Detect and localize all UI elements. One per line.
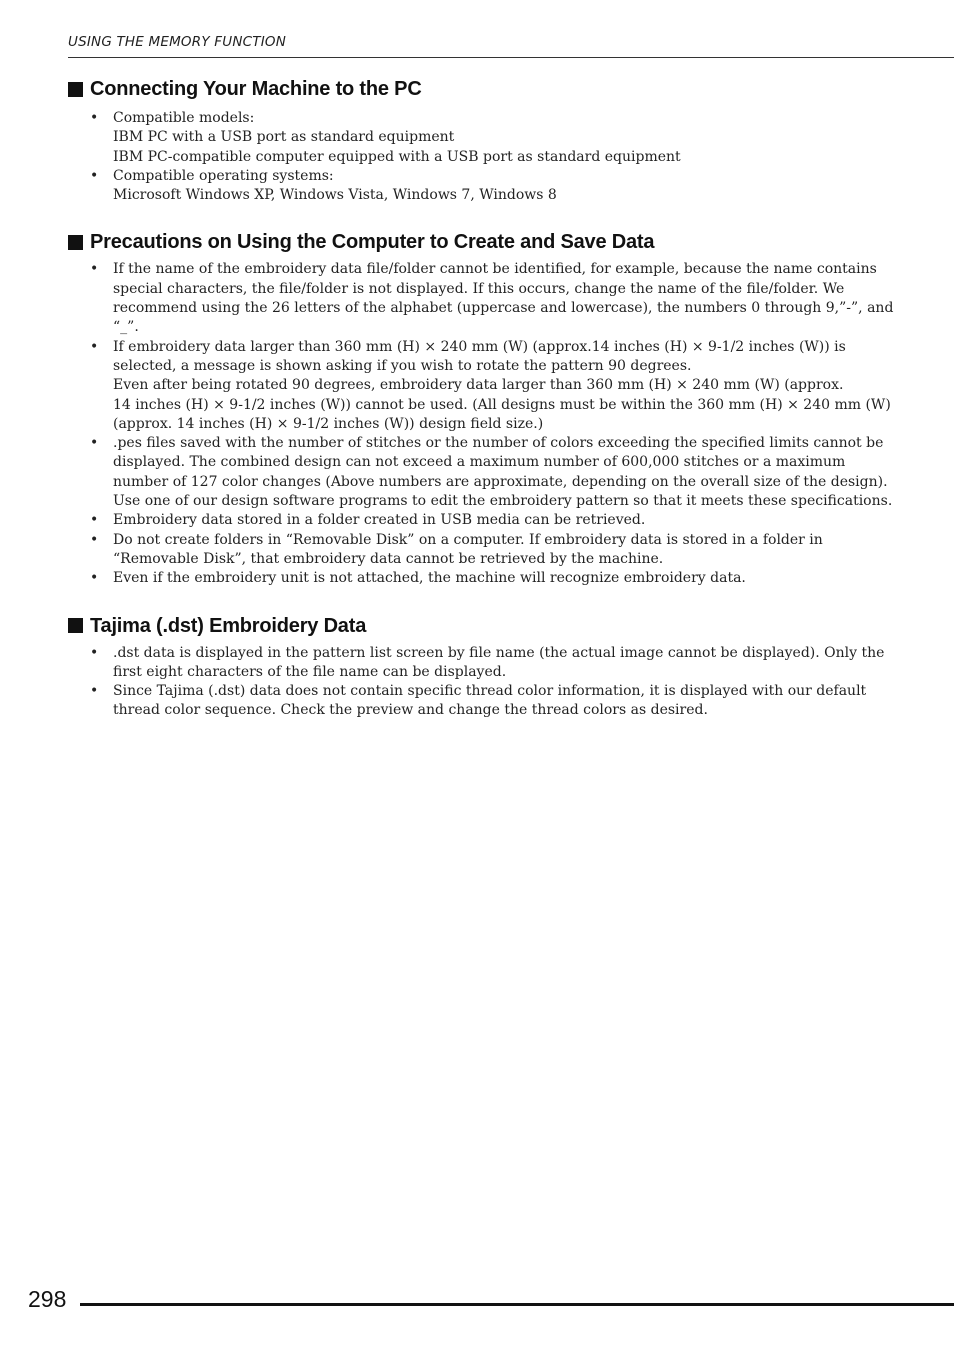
page-content	[68, 76, 894, 721]
list-item	[68, 109, 868, 167]
list-item-line: Even if the embroidery unit is not attached, the machine will recognize embroidery data.	[113, 570, 746, 587]
section-precautions	[68, 229, 894, 588]
bullet-list	[68, 260, 894, 588]
square-bullet-icon	[68, 235, 83, 250]
list-item-line: number of 127 color changes (Above numbers are approximate, depending on the overall size of the design).	[113, 473, 888, 490]
list-item	[68, 260, 894, 337]
list-item-line: displayed. The combined design can not exceed a maximum number of 600,000 stitches or a maximum	[113, 454, 846, 471]
bullet-icon: •	[90, 110, 99, 126]
list-item	[68, 167, 868, 206]
bullet-icon: •	[90, 683, 99, 700]
list-item	[68, 569, 868, 588]
list-item-line: Do not create folders in “Removable Disk” on a computer. If embroidery data is stored in a folder in	[113, 531, 823, 548]
section-heading	[68, 229, 868, 255]
list-item-line: Embroidery data stored in a folder created in USB media can be retrieved.	[113, 512, 646, 529]
section-heading	[68, 613, 868, 639]
section-heading	[68, 76, 868, 102]
list-item-line: “_”.	[113, 319, 139, 336]
list-item	[68, 338, 891, 434]
page-number: 298	[28, 1286, 67, 1312]
section-title: Tajima (.dst) Embroidery Data	[90, 614, 367, 637]
list-item	[68, 511, 868, 530]
list-item-line: Use one of our design software programs to edit the embroidery pattern so that it meets these specifications.	[113, 493, 893, 510]
list-item	[68, 434, 893, 511]
bullet-icon: •	[90, 261, 99, 278]
section-title: Precautions on Using the Computer to Create and Save Data	[90, 231, 655, 254]
list-item-line: Microsoft Windows XP, Windows Vista, Windows 7, Windows 8	[113, 187, 557, 204]
section-title: Connecting Your Machine to the PC	[90, 78, 422, 100]
bullet-icon: •	[90, 167, 99, 184]
list-item-line: “Removable Disk”, that embroidery data cannot be retrieved by the machine.	[113, 550, 664, 567]
list-item-line: If embroidery data larger than 360 mm (H) × 240 mm (W) (approx.14 inches (H) × 9-1/2 inches (W)) is	[113, 338, 846, 355]
list-item-line: special characters, the file/folder is not displayed. If this occurs, change the name of the file/folder. We	[113, 280, 845, 297]
square-bullet-icon	[68, 82, 83, 97]
running-head: USING THE MEMORY FUNCTION	[68, 34, 286, 50]
section-connecting	[68, 76, 868, 205]
list-item-line: recommend using the 26 letters of the alphabet (uppercase and lowercase), the numbers 0 through 9,”-”, and	[113, 300, 894, 317]
bullet-icon: •	[90, 570, 99, 587]
list-item-line: Even after being rotated 90 degrees, embroidery data larger than 360 mm (H) × 240 mm (W) (approx.	[113, 377, 844, 394]
list-item-line: Compatible models:	[113, 110, 255, 126]
square-bullet-icon	[68, 618, 83, 633]
bullet-list	[68, 644, 885, 721]
list-item	[68, 682, 868, 721]
footer-rule	[80, 1303, 954, 1306]
bullet-icon: •	[90, 644, 99, 661]
list-item-line: .pes files saved with the number of stitches or the number of colors exceeding the specified limits cannot be	[113, 435, 884, 452]
list-item-line: first eight characters of the file name can be displayed.	[113, 663, 507, 680]
list-item-line: IBM PC-compatible computer equipped with a USB port as standard equipment	[113, 148, 681, 165]
bullet-icon: •	[90, 338, 99, 355]
list-item-line: If the name of the embroidery data file/folder cannot be identified, for example, because the name contains	[113, 261, 877, 278]
section-tajima	[68, 613, 885, 721]
bullet-icon: •	[90, 435, 99, 452]
list-item	[68, 531, 868, 570]
list-item-line: Since Tajima (.dst) data does not contain specific thread color information, it is displayed with our default	[113, 683, 867, 700]
header-rule	[68, 57, 954, 58]
list-item-line: thread color sequence. Check the preview and change the thread colors as desired.	[113, 702, 708, 719]
bullet-icon: •	[90, 512, 99, 529]
list-item	[68, 644, 885, 683]
bullet-icon: •	[90, 531, 99, 548]
list-item-line: (approx. 14 inches (H) × 9-1/2 inches (W)) design field size.)	[113, 415, 544, 432]
list-item-line: Compatible operating systems:	[113, 167, 334, 184]
bullet-list	[68, 109, 868, 205]
list-item-line: IBM PC with a USB port as standard equipment	[113, 129, 455, 146]
list-item-line: 14 inches (H) × 9-1/2 inches (W)) cannot be used. (All designs must be within the 360 mm (H) × 240 mm (W)	[113, 396, 891, 413]
list-item-line: selected, a message is shown asking if you wish to rotate the pattern 90 degrees.	[113, 357, 692, 374]
list-item-line: .dst data is displayed in the pattern list screen by file name (the actual image cannot be displayed). Only the	[113, 644, 885, 661]
